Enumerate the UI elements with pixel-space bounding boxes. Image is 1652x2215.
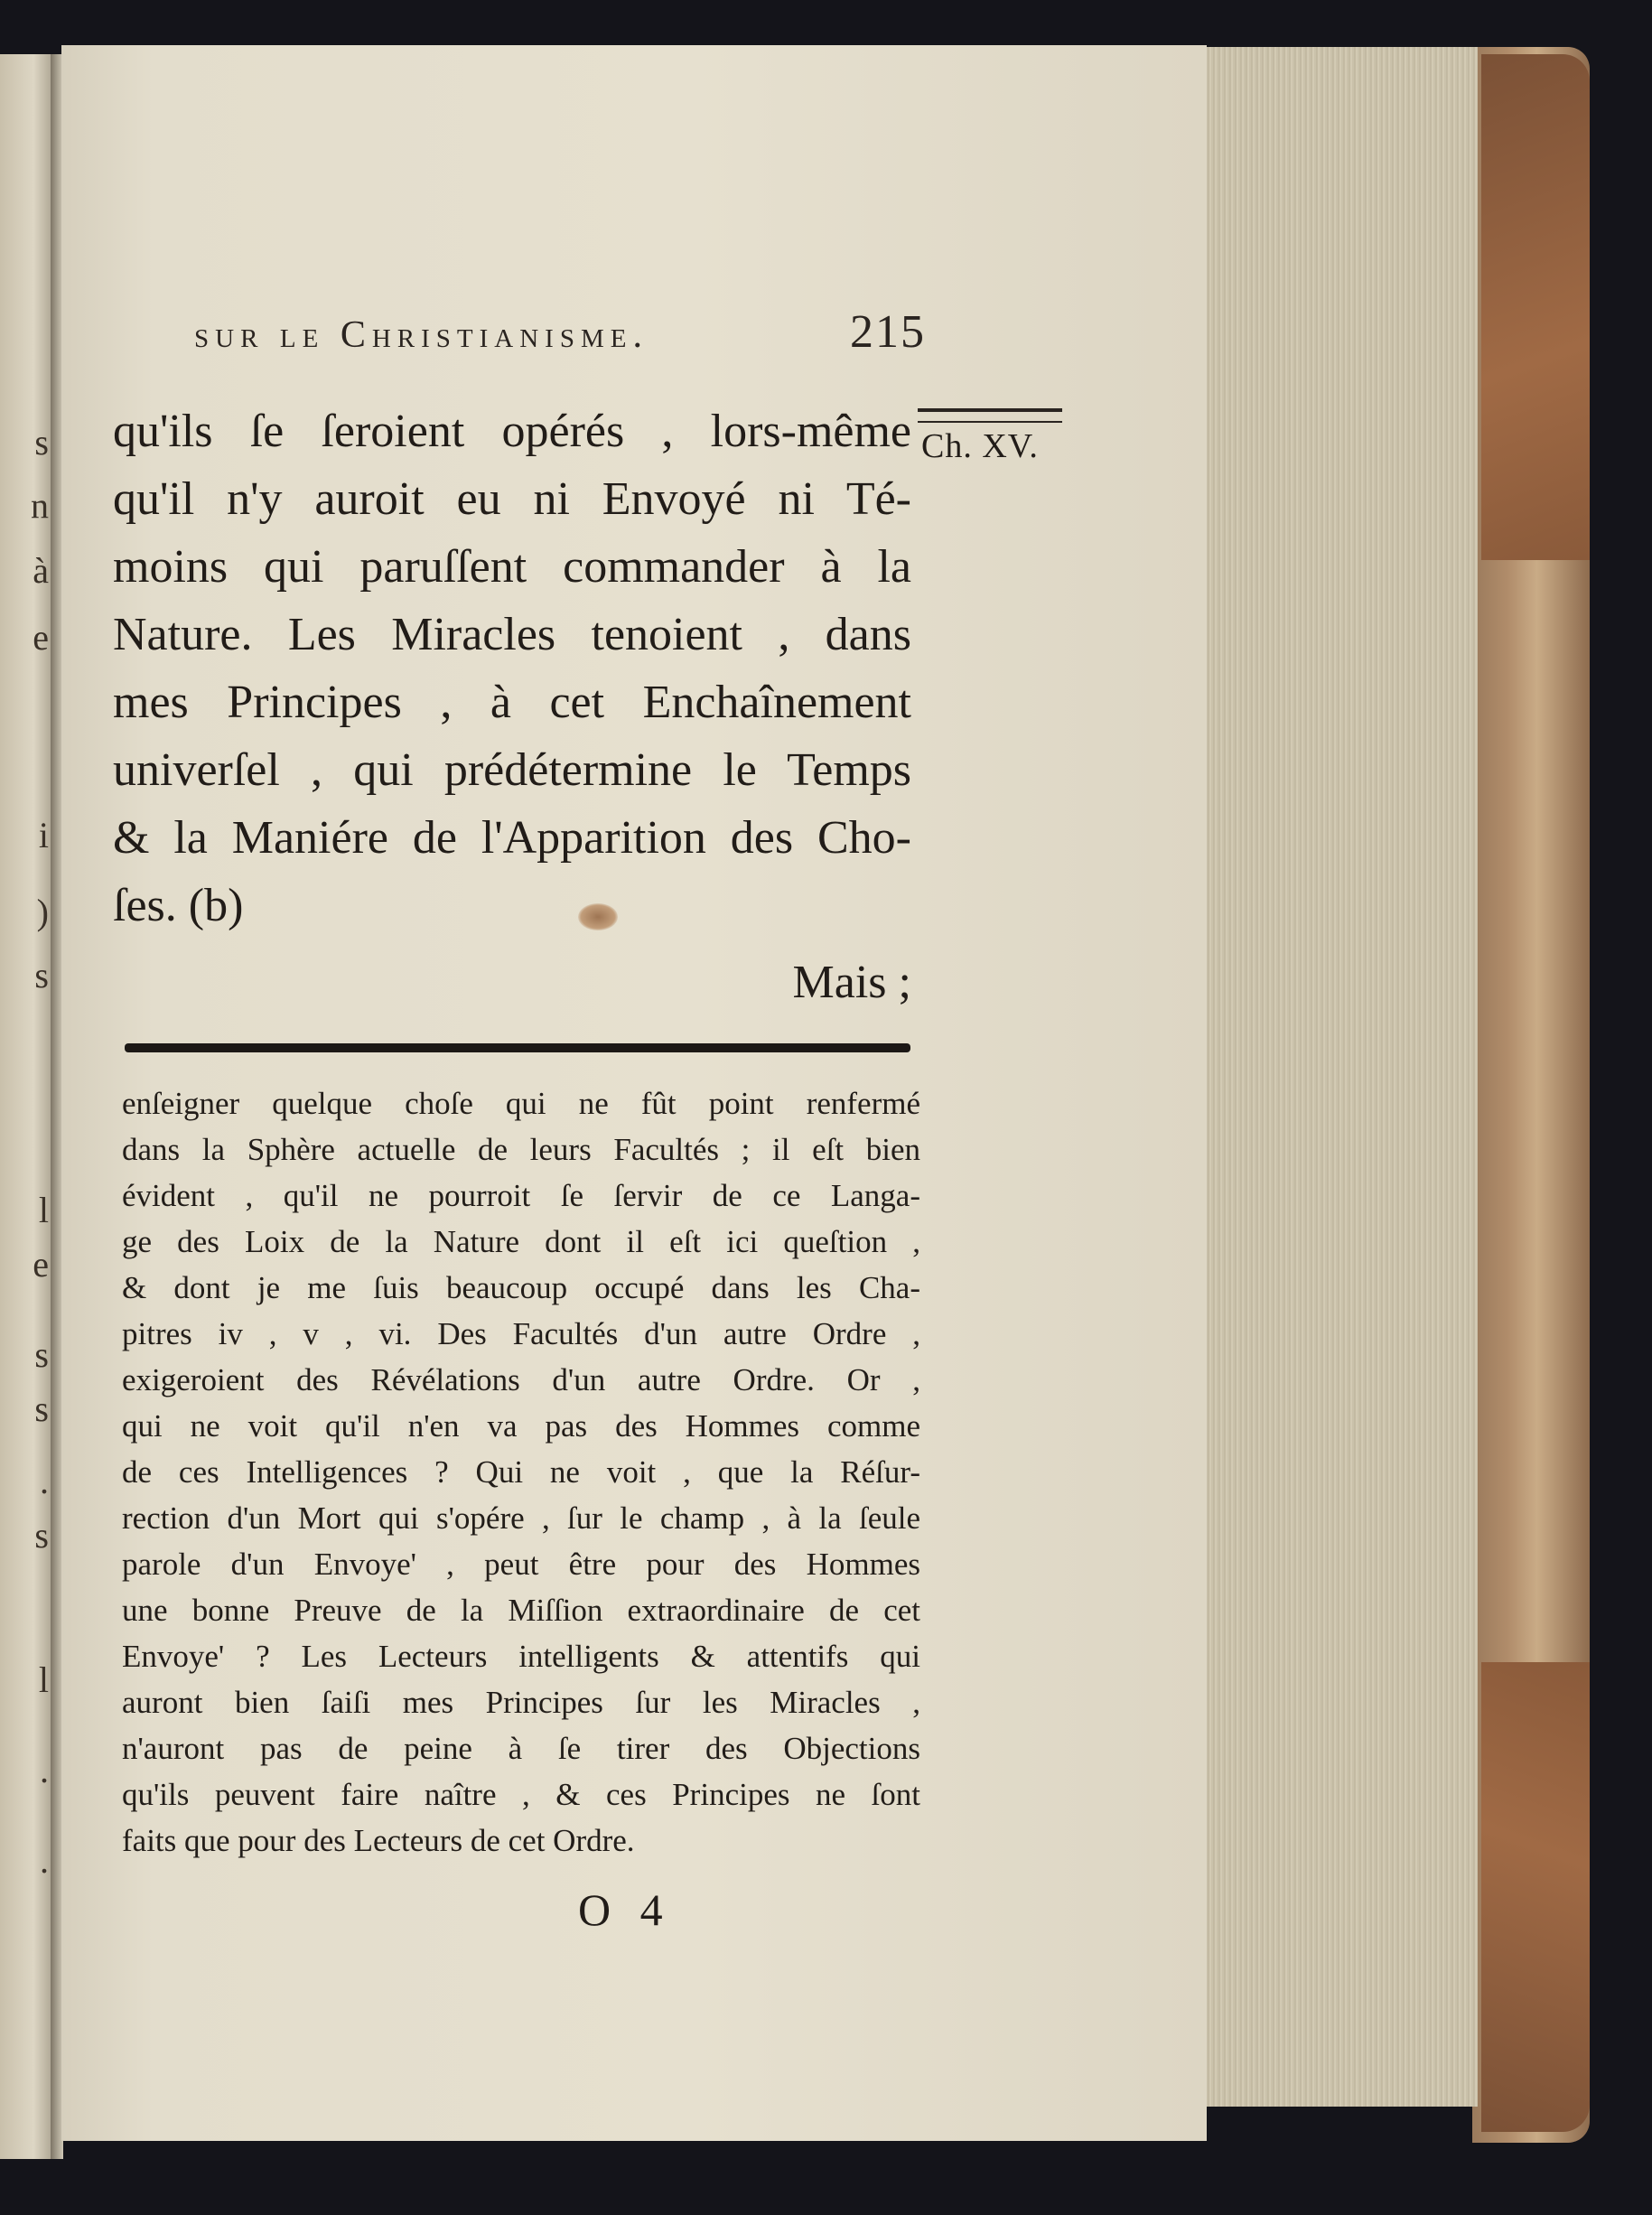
- footnote: [122, 1080, 920, 1864]
- left-fragment: s: [34, 955, 49, 995]
- footnote-line: faits que pour des Lecteurs de cet Ordre.: [122, 1823, 635, 1858]
- page-number: 215: [850, 306, 926, 358]
- body-text: [113, 397, 911, 1016]
- paper-stain: [578, 903, 618, 930]
- left-fragment: .: [40, 1461, 49, 1501]
- signature-mark: O 4: [578, 1884, 672, 1935]
- left-fragment: l: [38, 1190, 49, 1230]
- body-line: moins qui paruſſent commander à la: [113, 541, 911, 593]
- left-fragment: s: [34, 1334, 49, 1375]
- left-page-edge: [0, 54, 56, 2159]
- left-fragment: i: [38, 815, 49, 855]
- body-line: qu'ils ſe ſeroient opérés , lors-même: [113, 406, 911, 457]
- footnote-line: évident , qu'il ne pourroit ſe ſervir de ce Langa-: [122, 1178, 920, 1213]
- page-block-edge: [1205, 47, 1478, 2107]
- left-fragment: l: [38, 1659, 49, 1700]
- left-fragment: s: [34, 1515, 49, 1556]
- footnote-rule: [125, 1043, 910, 1052]
- body-line: univerſel , qui prédétermine le Temps: [113, 744, 911, 796]
- footnote-line: parole d'un Envoye' , peut être pour des Hommes: [122, 1547, 920, 1582]
- footnote-line: qu'ils peuvent faire naître , & ces Principes ne ſont: [122, 1777, 920, 1812]
- left-fragment: .: [40, 1750, 49, 1790]
- left-fragment: n: [31, 485, 49, 526]
- left-fragment: e: [33, 617, 49, 658]
- body-line: & la Maniére de l'Apparition des Cho-: [113, 812, 911, 864]
- body-line: Nature. Les Miracles tenoient , dans: [113, 609, 911, 660]
- footnote-line: qui ne voit qu'il n'en va pas des Hommes comme: [122, 1408, 920, 1444]
- footnote-line: Envoye' ? Les Lecteurs intelligents & attentifs qui: [122, 1639, 920, 1674]
- running-head: [194, 305, 926, 359]
- body-line: ſes. (b): [113, 880, 244, 931]
- left-fragment: à: [33, 550, 49, 591]
- running-head-title: sur le Christianisme.: [194, 314, 649, 356]
- left-fragment: .: [40, 1840, 49, 1881]
- body-line: mes Principes , à cet Enchaînement: [113, 677, 911, 728]
- footnote-line: ge des Loix de la Nature dont il eſt ici queſtion ,: [122, 1224, 920, 1259]
- cover-corner-top: [1481, 54, 1590, 560]
- footnote-line: n'auront pas de peine à ſe tirer des Objections: [122, 1731, 920, 1766]
- footnote-line: de ces Intelligences ? Qui ne voit , que la Réſur-: [122, 1454, 920, 1490]
- left-fragment: s: [34, 422, 49, 463]
- footnote-line: auront bien ſaiſi mes Principes ſur les Miracles ,: [122, 1685, 920, 1720]
- footnote-line: enſeigner quelque choſe qui ne fût point renfermé: [122, 1086, 920, 1121]
- footnote-line: & dont je me ſuis beaucoup occupé dans les Cha-: [122, 1270, 920, 1305]
- footnote-line: pitres iv , v , vi. Des Facultés d'un autre Ordre ,: [122, 1316, 920, 1351]
- left-fragment: s: [34, 1388, 49, 1429]
- footnote-line: dans la Sphère actuelle de leurs Facultés ; il eſt bien: [122, 1132, 920, 1167]
- catchword: Mais ;: [792, 957, 911, 1008]
- footnote-line: une bonne Preuve de la Miſſion extraordinaire de cet: [122, 1593, 920, 1628]
- left-fragment: ): [36, 892, 49, 932]
- cover-corner-bottom: [1481, 1662, 1590, 2132]
- chapter-margin-note: Ch. XV.: [921, 427, 1039, 465]
- body-line: qu'il n'y auroit eu ni Envoyé ni Té-: [113, 473, 911, 525]
- footnote-line: exigeroient des Révélations d'un autre Ordre. Or ,: [122, 1362, 920, 1397]
- footnote-line: rection d'un Mort qui s'opére , ſur le champ , à la ſeule: [122, 1500, 920, 1536]
- margin-rule: [918, 408, 1062, 423]
- left-fragment: e: [33, 1244, 49, 1285]
